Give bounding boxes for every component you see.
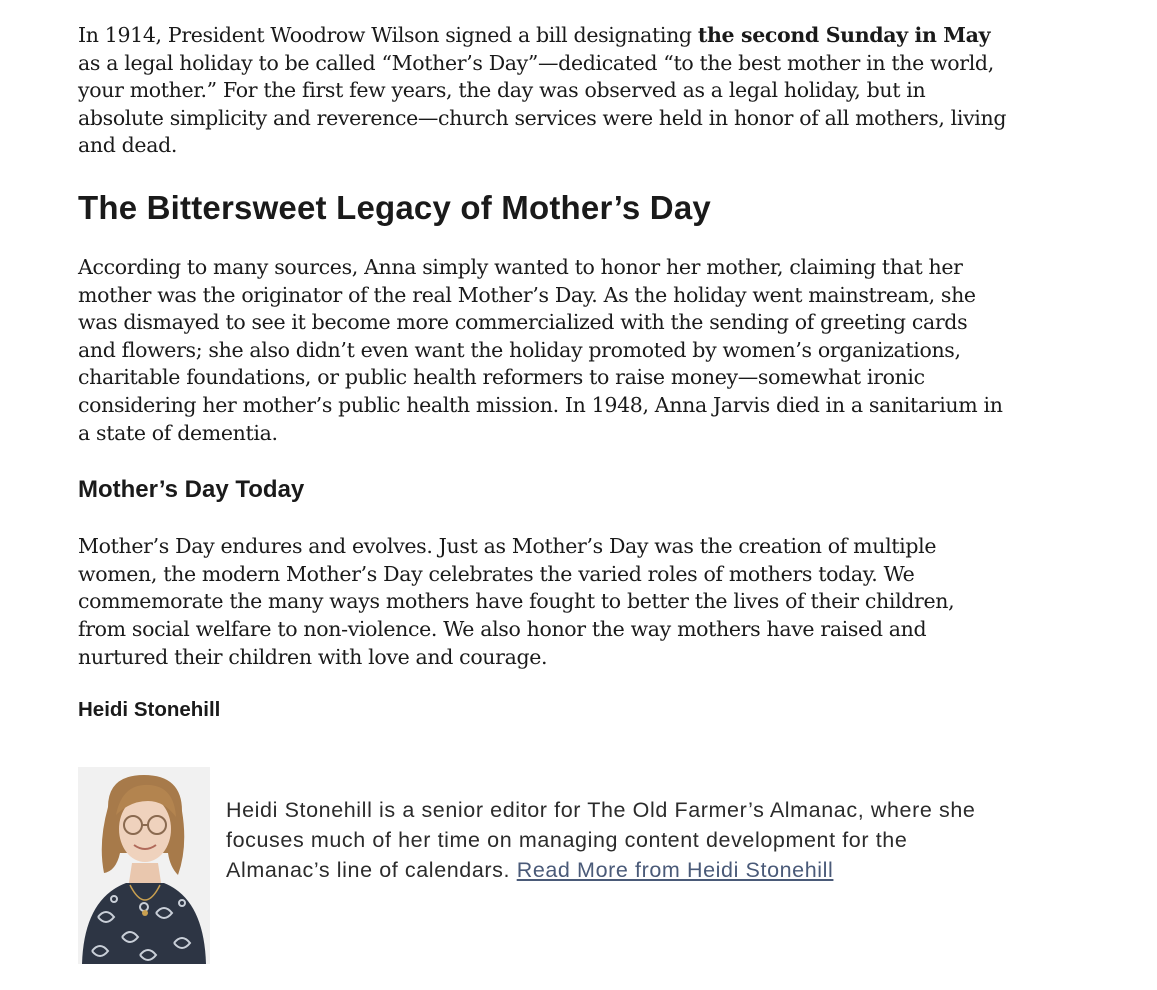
read-more-link[interactable]: Read More from Heidi Stonehill — [516, 858, 834, 882]
paragraph-1914 — [78, 22, 1008, 160]
paragraph-1914-bold: the second Sunday in May — [697, 23, 991, 47]
author-bio-description: Heidi Stonehill is a senior editor for The Old Farmer’s Almanac, where she focuses much of her time on managing content development for the Almanac’s line of calendars. — [226, 798, 976, 882]
author-portrait-icon — [78, 767, 210, 964]
author-name: Heidi Stonehill — [78, 698, 221, 722]
paragraph-1914-intro: In 1914, President Woodrow Wilson signed a bill designating — [78, 23, 698, 47]
article-body — [78, 22, 1008, 723]
author-avatar — [78, 767, 210, 964]
paragraph-legacy: According to many sources, Anna simply wanted to honor her mother, claiming that her mother was the originator of the real Mother’s Day. As the holiday went mainstream, she was dismayed to see it become more commercialized with the sending of greeting cards and flowers; she also didn’t even want the holiday promoted by women’s organizations, charitable foundations, or public health reformers to raise money—somewhat ironic considering her mother’s public health mission. In 1948, Anna Jarvis died in a sanitarium in a state of dementia. — [78, 254, 1003, 445]
author-bio-text — [226, 795, 1016, 885]
paragraph-today: Mother’s Day endures and evolves. Just as Mother’s Day was the creation of multiple women, the modern Mother’s Day celebrates the varied roles of mothers today. We commemorate the many ways mothers have fought to better the lives of their children, from social welfare to non-violence. We also honor the way mothers have raised and nurtured their children with love and courage. — [78, 534, 955, 669]
heading-bittersweet-legacy: The Bittersweet Legacy of Mother’s Day — [78, 188, 711, 226]
paragraph-1914-rest: as a legal holiday to be called “Mother’s Day”—dedicated “to the best mother in the world, your mother.” For the first few years, the day was observed as a legal holiday, but in absolute simplicity and reverence—church services were held in honor of all mothers, living and dead. — [78, 50, 1007, 158]
heading-mothers-day-today: Mother’s Day Today — [78, 476, 305, 504]
author-bio-box — [78, 767, 1038, 965]
